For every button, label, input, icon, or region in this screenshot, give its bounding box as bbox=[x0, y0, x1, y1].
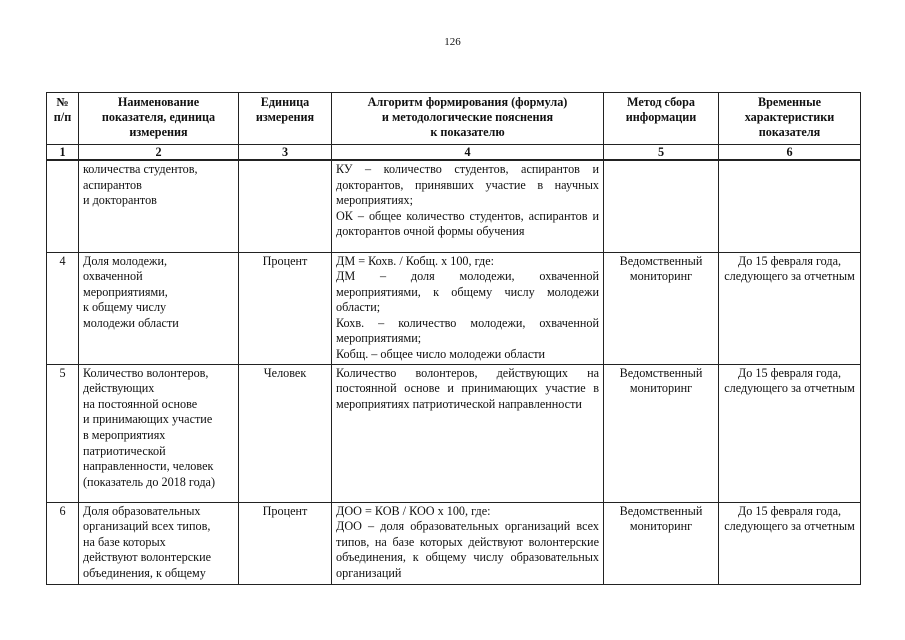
indicator-name: Количество волонтеров, действующих на постоянной основе и принимающих участие в мероприятиях патриотической направленности, человек (показатель до 2018 года) bbox=[79, 364, 239, 502]
indicator-method: Ведомственный мониторинг bbox=[604, 502, 719, 584]
column-number: 4 bbox=[332, 145, 604, 161]
column-number-row bbox=[47, 145, 861, 161]
indicator-unit: Человек bbox=[239, 364, 332, 502]
indicators-table bbox=[46, 92, 861, 585]
indicator-algorithm: Количество волонтеров, действующих на постоянной основе и принимающих участие в мероприятиях патриотической направленности bbox=[332, 364, 604, 502]
indicator-algorithm: ДОО = КОВ / КОО х 100, где: ДОО – доля образовательных организаций всех типов, на базе которых действуют волонтерские объединения, к общему числу образовательных организаций bbox=[332, 502, 604, 584]
column-number: 3 bbox=[239, 145, 332, 161]
indicator-name: Доля молодежи, охваченной мероприятиями, к общему числу молодежи области bbox=[79, 252, 239, 364]
header-method: Метод сбора информации bbox=[604, 93, 719, 145]
header-unit: Единица измерения bbox=[239, 93, 332, 145]
header-name: Наименование показателя, единица измерения bbox=[79, 93, 239, 145]
indicator-method bbox=[604, 160, 719, 252]
indicator-name: Доля образовательных организаций всех типов, на базе которых действуют волонтерские объединения, к общему bbox=[79, 502, 239, 584]
column-number: 6 bbox=[719, 145, 861, 161]
header-row bbox=[47, 93, 861, 145]
row-number bbox=[47, 160, 79, 252]
indicator-method: Ведомственный мониторинг bbox=[604, 364, 719, 502]
indicator-time: До 15 февраля года, следующего за отчетным bbox=[719, 364, 861, 502]
indicator-unit bbox=[239, 160, 332, 252]
table-row bbox=[47, 252, 861, 364]
indicator-method: Ведомственный мониторинг bbox=[604, 252, 719, 364]
indicator-time bbox=[719, 160, 861, 252]
indicator-unit: Процент bbox=[239, 502, 332, 584]
header-num: № п/п bbox=[47, 93, 79, 145]
table-row bbox=[47, 364, 861, 502]
column-number: 5 bbox=[604, 145, 719, 161]
column-number: 2 bbox=[79, 145, 239, 161]
page-number: 126 bbox=[444, 36, 461, 48]
table-row bbox=[47, 160, 861, 252]
indicator-name: количества студентов, аспирантов и докторантов bbox=[79, 160, 239, 252]
row-number: 6 bbox=[47, 502, 79, 584]
row-number: 4 bbox=[47, 252, 79, 364]
table-row bbox=[47, 502, 861, 584]
header-algorithm: Алгоритм формирования (формула) и методологические пояснения к показателю bbox=[332, 93, 604, 145]
indicator-time: До 15 февраля года, следующего за отчетным bbox=[719, 252, 861, 364]
indicator-algorithm: ДМ = Кохв. / Кобщ. х 100, где: ДМ – доля молодежи, охваченной мероприятиями, к общему числу молодежи области; Кохв. – количество молодежи, охваченной мероприятиями; Кобщ. – общее число молодежи области bbox=[332, 252, 604, 364]
row-number: 5 bbox=[47, 364, 79, 502]
column-number: 1 bbox=[47, 145, 79, 161]
indicator-unit: Процент bbox=[239, 252, 332, 364]
header-time: Временные характеристики показателя bbox=[719, 93, 861, 145]
indicator-algorithm: КУ – количество студентов, аспирантов и докторантов, принявших участие в научных мероприятиях; ОК – общее количество студентов, аспирантов и докторантов очной формы обучения bbox=[332, 160, 604, 252]
indicator-time: До 15 февраля года, следующего за отчетным bbox=[719, 502, 861, 584]
